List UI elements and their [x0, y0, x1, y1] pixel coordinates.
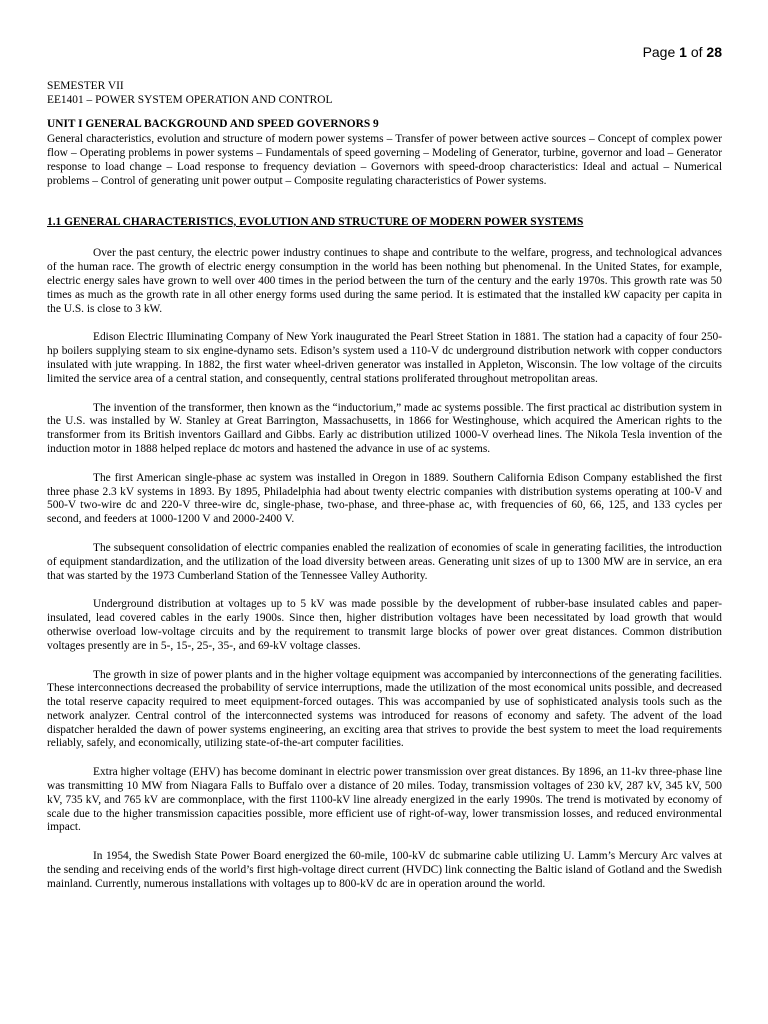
page-indicator: [643, 44, 722, 60]
paragraph-6: Underground distribution at voltages up to 5 kV was made possible by the development of rubber-base insulated cables and paper-insulated, lead covered cables in the early 1900s. Since then, higher distribution voltages have been necessitated by load growth that would otherwise overload low-voltage circuits and by the requirement to transmit large blocks of power over great distances. Common distribution voltages presently are in 5-, 15-, 25-, 35-, and 69-kV voltage classes.: [47, 598, 722, 652]
paragraph-4: The first American single-phase ac system was installed in Oregon in 1889. Southern California Edison Company established the first three phase 2.3 kV systems in 1893. By 1895, Philadelphia had about twenty electric companies with distribution systems operating at 100-V and 500-V two-wire dc and 220-V three-wire dc, single-phase, two-phase, and three-phase ac, with frequencies of 60, 66, 125, and 133 cycles per second, and feeders at 1000-1200 V and 2000-2400 V.: [47, 471, 722, 526]
semester-line: SEMESTER VII: [47, 80, 124, 92]
page-current: 1: [679, 44, 687, 60]
unit-title: UNIT I GENERAL BACKGROUND AND SPEED GOVERNORS 9: [47, 117, 379, 130]
document-body: [47, 80, 722, 907]
page-of: of: [690, 44, 703, 60]
page-label: Page: [642, 44, 676, 60]
paragraph-7: The growth in size of power plants and in the higher voltage equipment was accompanied by interconnections of the generating facilities. These interconnections decreased the probability of service interruptions, made the utilization of the most economical units possible, and decreased the total reserve capacity required to meet equipment-forced outages. This was accompanied by use of sophisticated analysis tools such as the network analyzer. Central control of the interconnected systems was introduced for reasons of economy and safety. The advent of the load dispatcher heralded the dawn of power systems engineering, an exciting area that strives to provide the best system to meet the load requirements reliably, safely, and economically, utilizing state-of-the-art computer facilities.: [47, 668, 722, 750]
unit-description: General characteristics, evolution and structure of modern power systems – Transfer of power between active sources – Concept of complex power flow – Operating problems in power systems – Fundamentals of speed governing – Modeling of Generator, turbine, governor and load – Generator response to load change – Load response to frequency deviation – Governors with speed-droop characteristics: Ideal and actual – Numerical problems – Control of generating unit power output – Composite regulating characteristics of Power systems.: [47, 133, 722, 187]
paragraph-9: In 1954, the Swedish State Power Board energized the 60-mile, 100-kV dc submarine cable utilizing U. Lamm’s Mercury Arc valves at the sending and receiving ends of the world’s first high-voltage direct current (HVDC) link connecting the Baltic island of Gotland and the Swedish mainland. Currently, numerous installations with voltages up to 800-kV dc are in operation around the world.: [47, 850, 722, 890]
paragraph-1: Over the past century, the electric power industry continues to shape and contribute to the welfare, progress, and technological advances of the human race. The growth of electric energy consumption in the world has been nothing but phenomenal. In the United States, for example, electric energy sales have grown to well over 400 times in the period between the turn of the century and the early 1970s. This growth rate was 50 times as much as the growth rate in all other energy forms used during the same period. It is estimated that the installed kW capacity per capita in the U.S. is close to 3 kW.: [47, 247, 722, 315]
page-total: 28: [706, 44, 722, 60]
paragraph-5: The subsequent consolidation of electric companies enabled the realization of economies of scale in generating facilities, the introduction of equipment standardization, and the utilization of the load diversity between areas. Generating unit sizes of up to 1300 MW are in service, an era that was started by the 1973 Cumberland Station of the Tennessee Valley Authority.: [47, 541, 722, 582]
paragraph-2: Edison Electric Illuminating Company of New York inaugurated the Pearl Street Station in 1881. The station had a capacity of four 250-hp boilers supplying steam to six engine-dynamo sets. Edison’s system used a 110-V dc underground distribution network with copper conductors insulated with jute wrapping. In 1882, the first water wheel-driven generator was installed in Appleton, Wisconsin. The low voltage of the circuits limited the service area of a central station, and consequently, central stations proliferated throughout metropolitan areas.: [47, 331, 722, 385]
paragraph-8: Extra higher voltage (EHV) has become dominant in electric power transmission over great distances. By 1896, an 11-kv three-phase line was transmitting 10 MW from Niagara Falls to Buffalo over a distance of 20 miles. Today, transmission voltages of 230 kV, 287 kV, 345 kV, 500 kV, 735 kV, and 765 kV are commonplace, with the first 1100-kV line already energized in the early 1990s. The trend is motivated by economy of scale due to the higher transmission capacities possible, more efficient use of right-of-way, lower transmission losses, and reduced environmental impact.: [47, 766, 722, 834]
course-line: EE1401 – POWER SYSTEM OPERATION AND CONTROL: [47, 93, 333, 106]
section-heading: 1.1 GENERAL CHARACTERISTICS, EVOLUTION AND STRUCTURE OF MODERN POWER SYSTEMS: [47, 215, 584, 228]
paragraph-3: The invention of the transformer, then known as the “inductorium,” made ac systems possible. The first practical ac distribution system in the U.S. was installed by W. Stanley at Great Barrington, Massachusetts, in 1866 for Westinghouse, which acquired the American rights to the transformer from its British inventors Gaillard and Gibbs. Early ac distribution utilized 1000-V overhead lines. The Nikola Tesla invention of the induction motor in 1888 helped replace dc motors and hastened the advance in use of ac systems.: [47, 401, 722, 455]
